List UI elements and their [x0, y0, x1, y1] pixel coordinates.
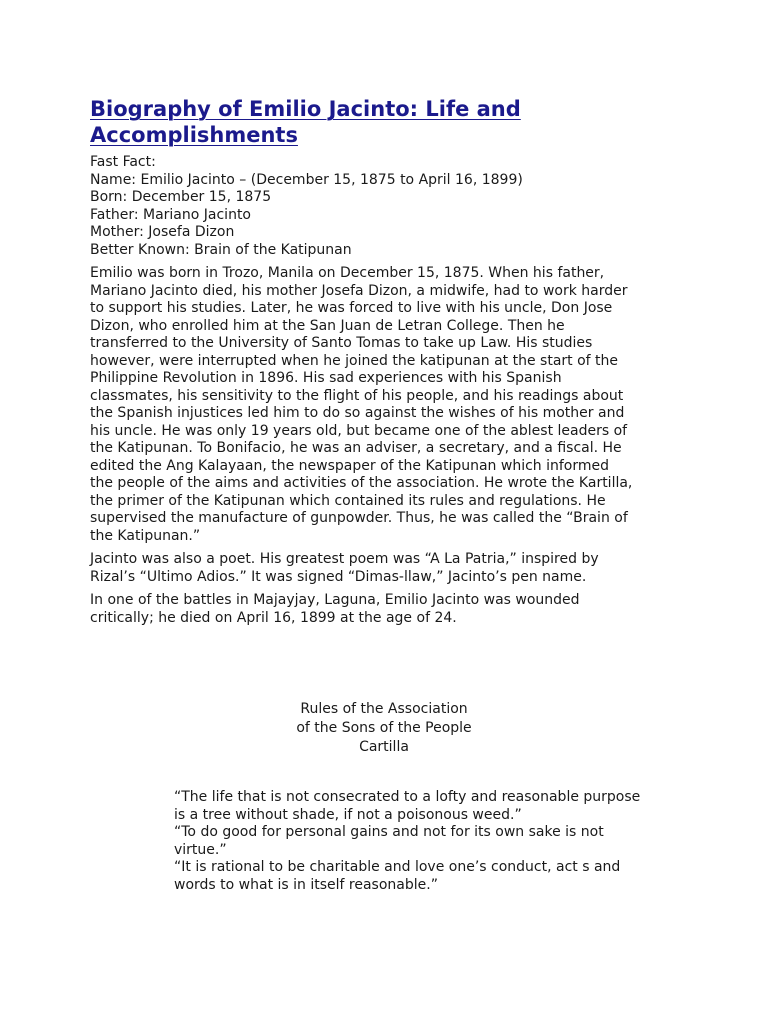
paragraph-line: the primer of the Katipunan which contained its rules and regulations. He	[90, 492, 606, 509]
quote-line: virtue.”	[174, 841, 227, 858]
quote-line: words to what is in itself reasonable.”	[174, 876, 438, 893]
paragraph-line: the people of the aims and activities of the association. He wrote the Kartilla,	[90, 475, 633, 491]
paragraph-line: his uncle. He was only 19 years old, but became one of the ablest leaders of	[90, 422, 628, 439]
paragraph-line: the Katipunan.”	[90, 527, 201, 544]
cartilla-quotes	[174, 789, 714, 894]
quote-line: “The life that is not consecrated to a lofty and reasonable purpose	[174, 789, 641, 805]
paragraph-line: In one of the battles in Majayjay, Laguna, Emilio Jacinto was wounded	[90, 592, 580, 608]
paragraph-line: however, were interrupted when he joined the katipunan at the start of the	[90, 352, 619, 369]
fact-line: Name: Emilio Jacinto – (December 15, 1875 to April 16, 1899)	[90, 171, 523, 188]
quote-line: is a tree without shade, if not a poisonous weed.”	[174, 806, 522, 823]
fast-facts	[90, 154, 690, 259]
paragraph-line: to support his studies. Later, he was forced to live with his uncle, Don Jose	[90, 300, 613, 316]
paragraph-line: transferred to the University of Santo Tomas to take up Law. His studies	[90, 335, 593, 351]
paragraph-line: classmates, his sensitivity to the flight of his people, and his readings about	[90, 387, 624, 404]
fact-line: Better Known: Brain of the Katipunan	[90, 241, 352, 258]
document-body	[90, 96, 690, 633]
poet-paragraph	[90, 551, 690, 586]
paragraph-line: the Spanish injustices led him to do so against the wishes of his mother and	[90, 405, 625, 421]
fact-line: Mother: Josefa Dizon	[90, 224, 235, 240]
title-line-2: Accomplishments	[90, 123, 298, 147]
death-paragraph	[90, 592, 690, 627]
cartilla-heading	[0, 700, 768, 757]
fact-line: Fast Fact:	[90, 154, 156, 170]
fact-line: Born: December 15, 1875	[90, 189, 272, 205]
paragraph-line: Philippine Revolution in 1896. His sad experiences with his Spanish	[90, 370, 562, 386]
heading-line: of the Sons of the People	[296, 720, 472, 736]
quote-line: “To do good for personal gains and not for its own sake is not	[174, 824, 604, 840]
paragraph-line: Rizal’s “Ultimo Adios.” It was signed “Dimas-llaw,” Jacinto’s pen name.	[90, 568, 587, 585]
paragraph-line: edited the Ang Kalayaan, the newspaper of the Katipunan which informed	[90, 457, 610, 474]
paragraph-line: Jacinto was also a poet. His greatest poem was “A La Patria,” inspired by	[90, 551, 599, 567]
paragraph-line: Emilio was born in Trozo, Manila on December 15, 1875. When his father,	[90, 265, 605, 281]
quote-line: “It is rational to be charitable and love one’s conduct, act s and	[174, 859, 621, 875]
paragraph-line: supervised the manufacture of gunpowder. Thus, he was called the “Brain of	[90, 510, 628, 526]
paragraph-line: Dizon, who enrolled him at the San Juan de Letran College. Then he	[90, 317, 565, 334]
heading-line: Cartilla	[359, 739, 409, 755]
paragraph-line: critically; he died on April 16, 1899 at the age of 24.	[90, 609, 457, 626]
heading-line: Rules of the Association	[300, 701, 468, 717]
fact-line: Father: Mariano Jacinto	[90, 206, 251, 223]
paragraph-line: the Katipunan. To Bonifacio, he was an adviser, a secretary, and a fiscal. He	[90, 440, 622, 456]
title-line-1: Biography of Emilio Jacinto: Life and	[90, 97, 521, 121]
biography-paragraph	[90, 265, 690, 545]
page-title	[90, 96, 690, 148]
paragraph-line: Mariano Jacinto died, his mother Josefa Dizon, a midwife, had to work harder	[90, 282, 628, 299]
